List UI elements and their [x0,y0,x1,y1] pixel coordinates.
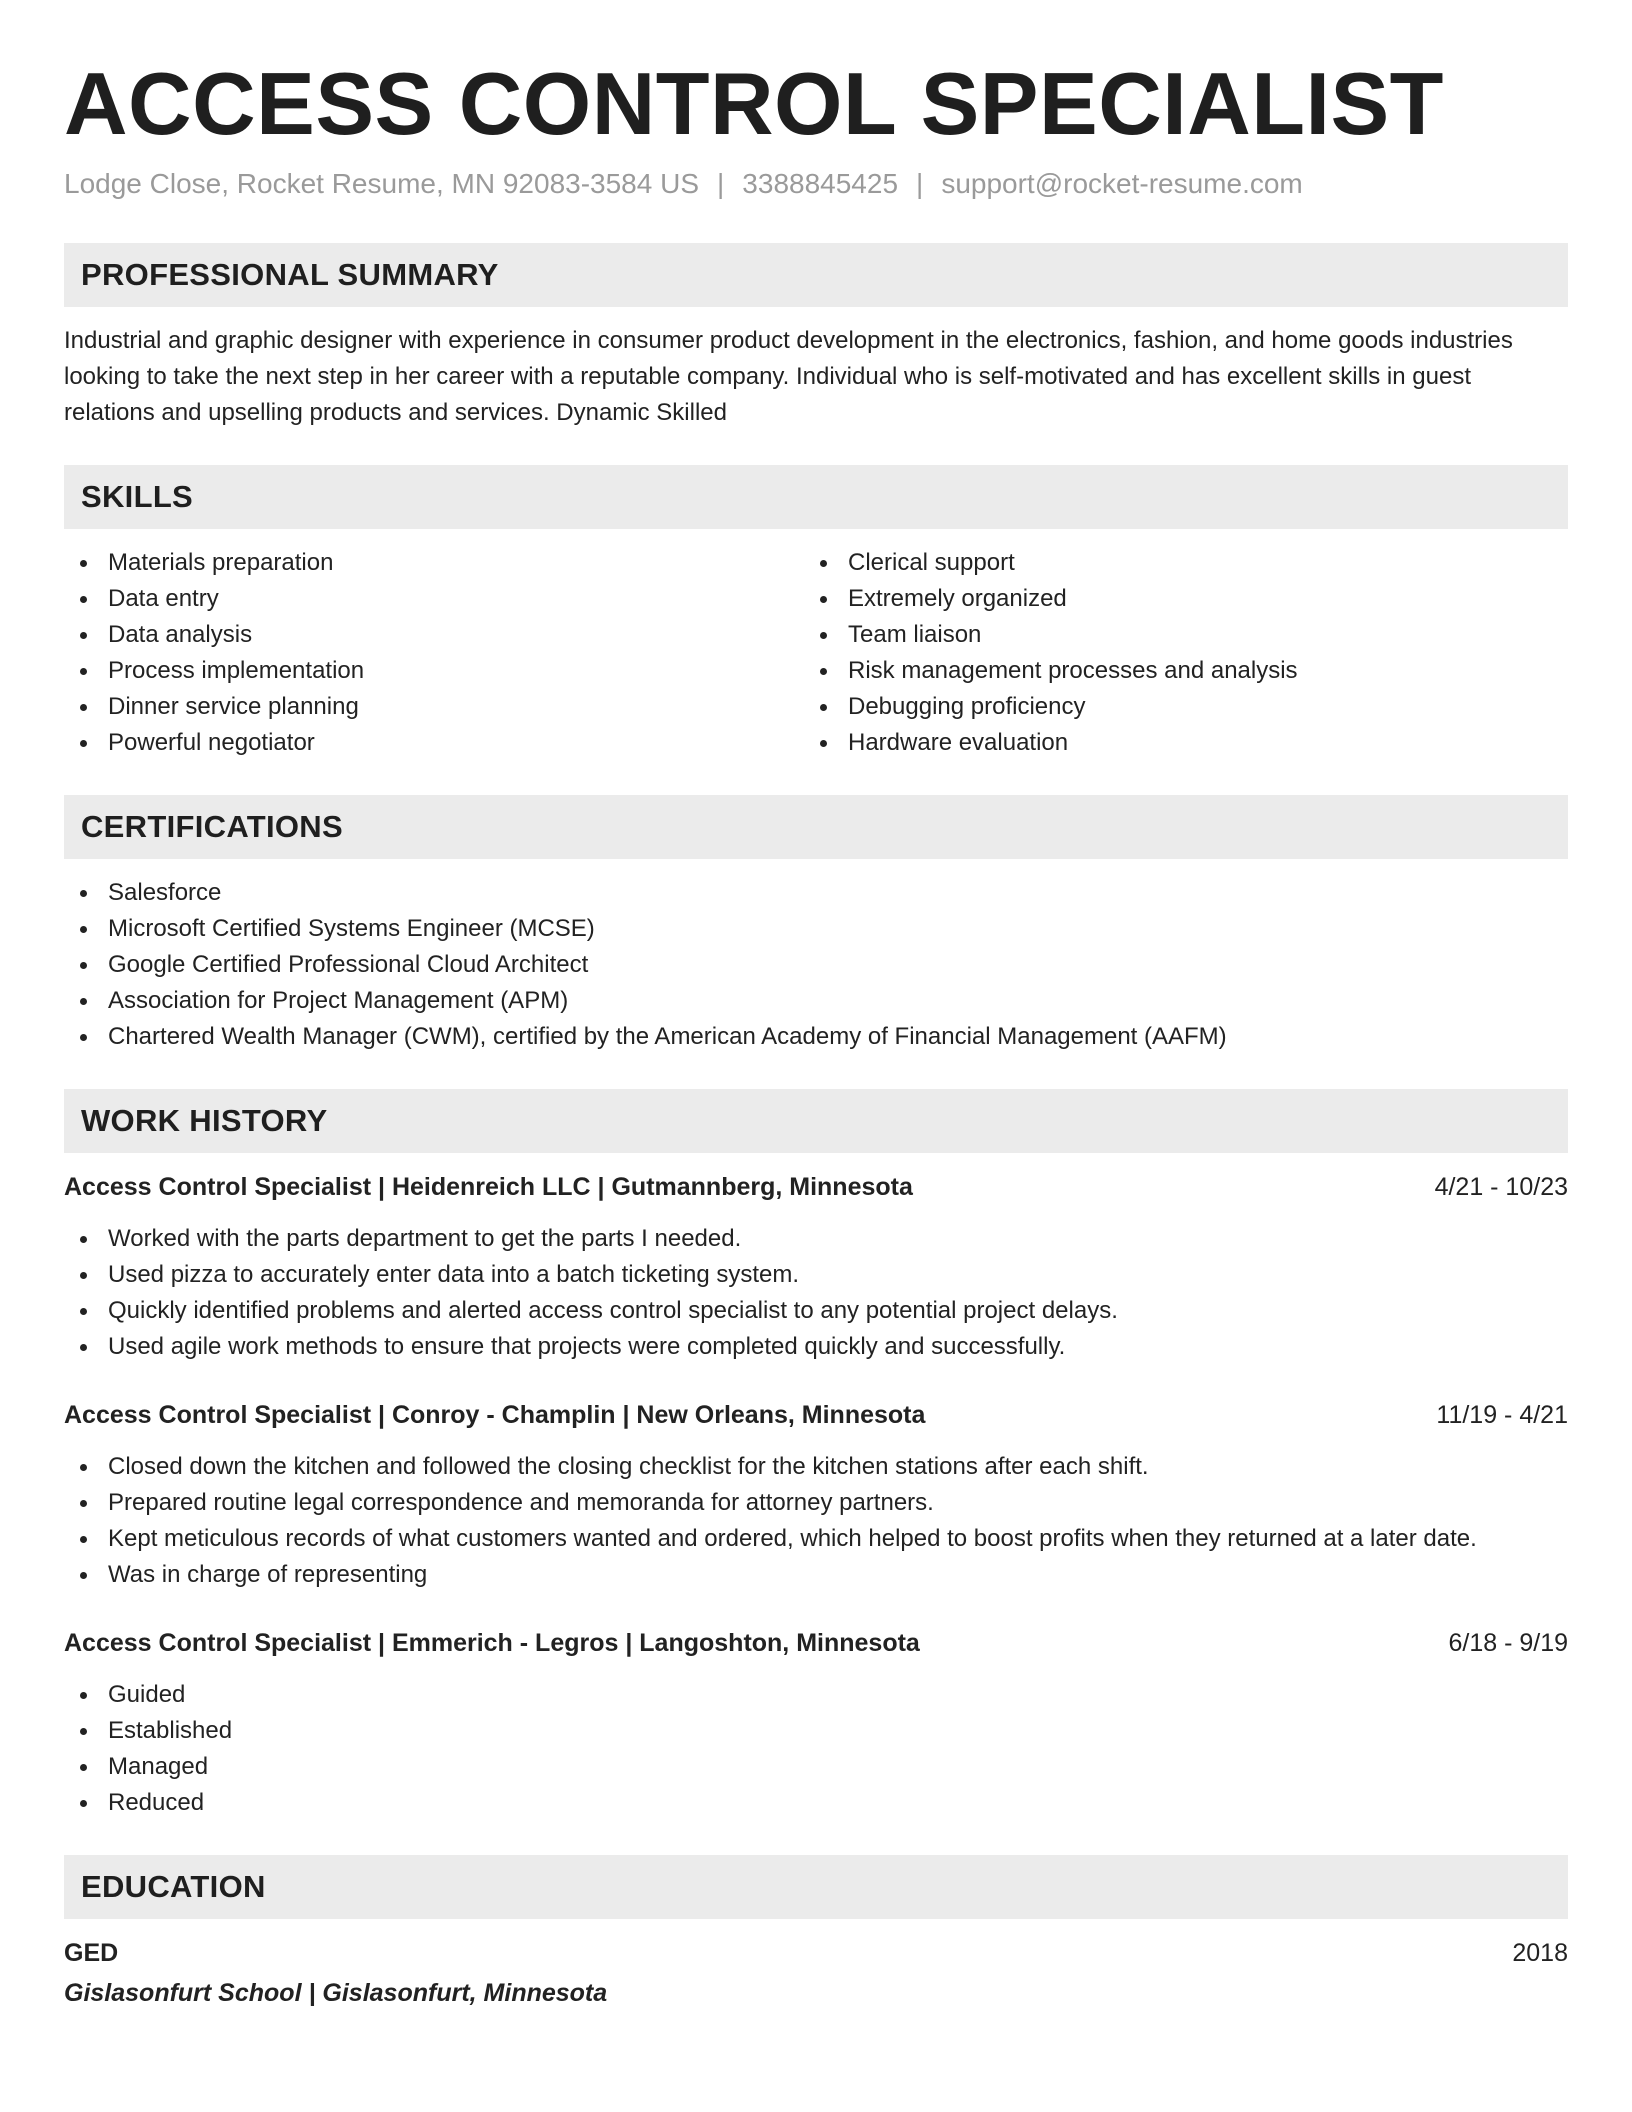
list-item: Worked with the parts department to get the parts I needed. [64,1221,1568,1257]
job-dates: 6/18 - 9/19 [1448,1629,1568,1657]
list-item: Data entry [64,581,804,617]
section-header-skills: SKILLS [64,465,1568,529]
contact-separator: | [717,168,725,199]
list-item: Team liaison [804,617,1544,653]
skills-column-left [64,545,804,761]
skills-column-right [804,545,1544,761]
list-item: Google Certified Professional Cloud Architect [64,947,1568,983]
list-item: Closed down the kitchen and followed the closing checklist for the kitchen stations after each shift. [64,1449,1568,1485]
contact-email: support@rocket-resume.com [941,168,1303,199]
education-school: Gislasonfurt School | Gislasonfurt, Minnesota [64,1979,608,2007]
list-item: Kept meticulous records of what customers wanted and ordered, which helped to boost profits when they returned at a later date. [64,1521,1568,1557]
job-title: Access Control Specialist | Heidenreich LLC | Gutmannberg, Minnesota [64,1173,913,1201]
candidate-name: ACCESS CONTROL SPECIALIST [64,54,1444,153]
section-header-work-history: WORK HISTORY [64,1089,1568,1153]
list-item: Used pizza to accurately enter data into a batch ticketing system. [64,1257,1568,1293]
list-item: Powerful negotiator [64,725,804,761]
job-bullets [64,1449,1568,1593]
list-item: Microsoft Certified Systems Engineer (MCSE) [64,911,1568,947]
list-item: Process implementation [64,653,804,689]
list-item: Dinner service planning [64,689,804,725]
list-item: Hardware evaluation [804,725,1544,761]
contact-line [64,164,1568,204]
list-item: Data analysis [64,617,804,653]
list-item: Was in charge of representing [64,1557,1568,1593]
list-item: Risk management processes and analysis [804,653,1544,689]
contact-phone: 3388845425 [742,168,899,199]
job-entry [64,1397,1568,1593]
list-item: Managed [64,1749,1568,1785]
list-item: Reduced [64,1785,1568,1821]
education-year: 2018 [1512,1939,1568,1967]
certifications-list [64,875,1568,1055]
education-entry [64,1935,1568,2011]
education-header [64,1935,1568,1971]
job-title: Access Control Specialist | Emmerich - Legros | Langoshton, Minnesota [64,1629,920,1657]
job-dates: 11/19 - 4/21 [1436,1401,1568,1429]
job-entry [64,1169,1568,1365]
job-bullets [64,1677,1568,1821]
list-item: Salesforce [64,875,1568,911]
list-item: Association for Project Management (APM) [64,983,1568,1019]
job-header [64,1169,1568,1205]
section-header-education: EDUCATION [64,1855,1568,1919]
list-item: Guided [64,1677,1568,1713]
list-item: Debugging proficiency [804,689,1544,725]
job-header [64,1397,1568,1433]
job-header [64,1625,1568,1661]
list-item: Chartered Wealth Manager (CWM), certified by the American Academy of Financial Management (AAFM) [64,1019,1568,1055]
summary-text: Industrial and graphic designer with experience in consumer product development in the electronics, fashion, and home goods industries looking to take the next step in her career with a reputable company. Individual who is self-motivated and has excellent skills in guest relations and upselling products and services. Dynamic Skilled [64,327,1513,426]
skills-list [64,545,1568,761]
list-item: Prepared routine legal correspondence and memoranda for attorney partners. [64,1485,1568,1521]
list-item: Clerical support [804,545,1544,581]
list-item: Materials preparation [64,545,804,581]
job-title: Access Control Specialist | Conroy - Champlin | New Orleans, Minnesota [64,1401,926,1429]
job-dates: 4/21 - 10/23 [1434,1173,1568,1201]
job-bullets [64,1221,1568,1365]
list-item: Established [64,1713,1568,1749]
education-degree: GED [64,1939,119,1967]
list-item: Extremely organized [804,581,1544,617]
section-header-certifications: CERTIFICATIONS [64,795,1568,859]
section-header-summary: PROFESSIONAL SUMMARY [64,243,1568,307]
list-item: Quickly identified problems and alerted access control specialist to any potential project delays. [64,1293,1568,1329]
contact-address: Lodge Close, Rocket Resume, MN 92083-3584 US [64,168,700,199]
contact-separator: | [916,168,924,199]
job-entry [64,1625,1568,1821]
list-item: Used agile work methods to ensure that projects were completed quickly and successfully. [64,1329,1568,1365]
